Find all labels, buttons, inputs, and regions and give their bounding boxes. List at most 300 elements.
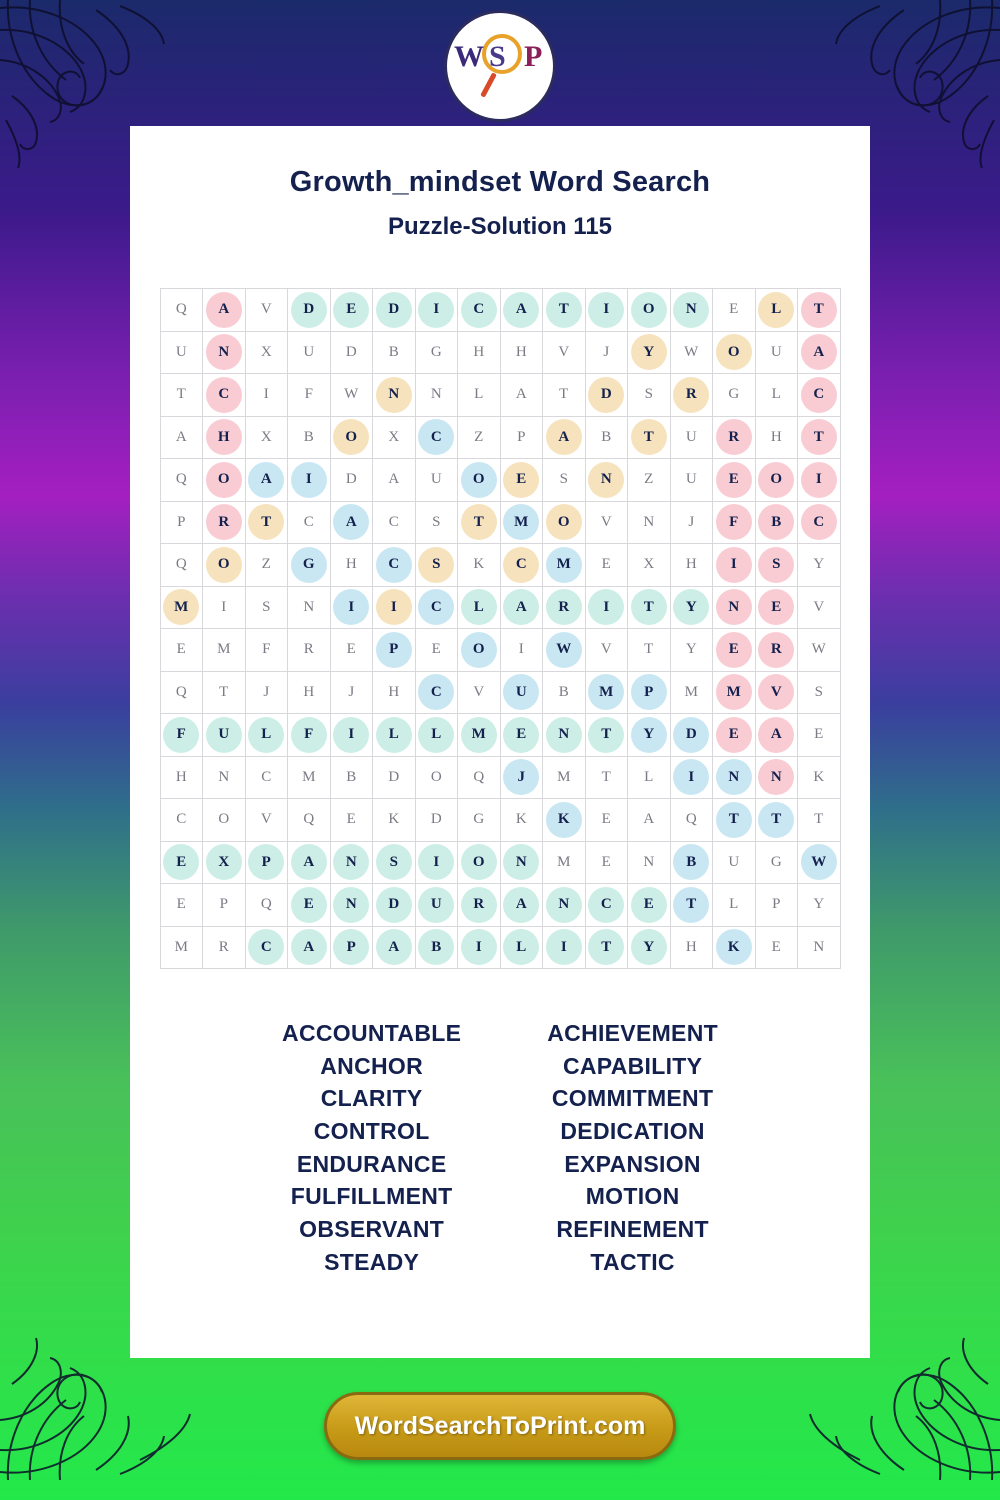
grid-letter: T — [601, 768, 611, 785]
grid-letter: T — [813, 301, 824, 318]
grid-letter: K — [515, 811, 527, 828]
grid-letter: V — [558, 343, 570, 360]
grid-cell — [755, 841, 798, 884]
grid-cell — [415, 501, 458, 544]
grid-cell — [585, 586, 628, 629]
grid-letter: N — [515, 853, 527, 870]
grid-cell — [585, 884, 628, 927]
grid-letter: Y — [685, 641, 697, 658]
grid-cell — [798, 884, 841, 927]
grid-letter: H — [515, 343, 527, 360]
grid-letter: M — [599, 683, 614, 700]
grid-cell — [160, 374, 203, 417]
word-list-item: STEADY — [324, 1248, 420, 1275]
grid-letter: J — [263, 683, 270, 700]
grid-letter: F — [304, 386, 313, 403]
grid-cell — [628, 756, 671, 799]
grid-letter: C — [813, 513, 825, 530]
grid-cell — [543, 586, 586, 629]
grid-cell — [373, 459, 416, 502]
grid-cell — [670, 459, 713, 502]
grid-letter: N — [303, 598, 315, 615]
grid-letter: E — [601, 556, 611, 573]
grid-letter: B — [388, 343, 399, 360]
grid-cell — [670, 756, 713, 799]
grid-letter: J — [517, 768, 525, 785]
grid-cell — [755, 884, 798, 927]
grid-letter: M — [514, 513, 529, 530]
grid-cell — [245, 374, 288, 417]
grid-cell — [755, 671, 798, 714]
brand-logo — [444, 10, 556, 122]
grid-cell — [415, 671, 458, 714]
grid-cell — [330, 884, 373, 927]
grid-letter: T — [601, 726, 612, 743]
grid-letter: X — [643, 556, 655, 573]
grid-cell — [543, 289, 586, 332]
grid-cell — [245, 926, 288, 969]
grid-letter: L — [516, 938, 527, 955]
grid-cell — [500, 459, 543, 502]
grid-cell — [628, 841, 671, 884]
grid-letter: U — [218, 726, 230, 743]
grid-letter: M — [684, 683, 698, 700]
grid-cell — [755, 714, 798, 757]
grid-cell — [458, 926, 501, 969]
grid-letter: C — [515, 556, 527, 573]
grid-cell — [415, 331, 458, 374]
grid-letter: E — [176, 853, 187, 870]
grid-letter: N — [388, 386, 400, 403]
grid-cell — [288, 459, 331, 502]
grid-cell — [500, 289, 543, 332]
grid-cell — [500, 799, 543, 842]
grid-cell — [288, 629, 331, 672]
grid-cell — [543, 884, 586, 927]
grid-cell — [160, 586, 203, 629]
grid-letter: A — [515, 896, 527, 913]
grid-cell — [330, 799, 373, 842]
grid-cell — [670, 926, 713, 969]
grid-letter: J — [348, 683, 355, 700]
grid-letter: M — [302, 768, 316, 785]
grid-cell — [415, 926, 458, 969]
grid-cell — [160, 629, 203, 672]
grid-cell — [330, 544, 373, 587]
grid-cell — [160, 416, 203, 459]
word-search-grid — [160, 288, 841, 969]
grid-letter: A — [303, 853, 315, 870]
grid-letter: I — [433, 853, 440, 870]
grid-letter: O — [727, 343, 740, 360]
grid-letter: E — [643, 896, 654, 913]
grid-letter: I — [518, 641, 524, 658]
grid-cell — [415, 289, 458, 332]
grid-cell — [755, 416, 798, 459]
grid-row — [160, 841, 840, 884]
grid-letter: I — [390, 598, 397, 615]
grid-letter: H — [175, 768, 187, 785]
grid-letter: W — [556, 641, 572, 658]
word-list-item: COMMITMENT — [551, 1085, 714, 1112]
grid-letter: Q — [175, 556, 187, 573]
grid-cell — [203, 544, 246, 587]
grid-letter: I — [475, 938, 482, 955]
grid-letter: P — [261, 853, 271, 870]
grid-letter: R — [218, 938, 229, 955]
grid-cell — [160, 884, 203, 927]
grid-letter: T — [261, 513, 272, 530]
grid-letter: T — [559, 386, 569, 403]
grid-letter: L — [473, 598, 484, 615]
grid-cell — [245, 671, 288, 714]
grid-letter: E — [431, 641, 441, 658]
grid-cell — [500, 544, 543, 587]
grid-cell — [203, 629, 246, 672]
grid-cell — [160, 799, 203, 842]
grid-cell — [500, 416, 543, 459]
grid-cell — [203, 756, 246, 799]
grid-letter: D — [345, 471, 357, 488]
grid-cell — [543, 629, 586, 672]
grid-cell — [415, 374, 458, 417]
grid-cell — [670, 586, 713, 629]
grid-cell — [628, 544, 671, 587]
grid-letter: I — [603, 301, 610, 318]
grid-cell — [415, 884, 458, 927]
grid-cell — [670, 799, 713, 842]
grid-cell — [245, 501, 288, 544]
grid-letter: I — [263, 386, 269, 403]
word-list-item: FULFILLMENT — [290, 1183, 453, 1210]
grid-letter: C — [388, 513, 399, 530]
grid-cell — [713, 501, 756, 544]
grid-letter: S — [814, 683, 823, 700]
grid-letter: A — [770, 726, 782, 743]
grid-cell — [415, 714, 458, 757]
grid-letter: X — [260, 428, 272, 445]
grid-letter: Y — [643, 343, 655, 360]
grid-cell — [628, 586, 671, 629]
grid-cell — [330, 459, 373, 502]
grid-letter: S — [262, 598, 271, 615]
grid-letter: K — [557, 811, 570, 828]
grid-letter: N — [643, 853, 655, 870]
grid-cell — [330, 331, 373, 374]
grid-cell — [713, 671, 756, 714]
word-list-item: ACHIEVEMENT — [547, 1020, 718, 1046]
grid-letter: A — [558, 428, 570, 445]
grid-cell — [373, 671, 416, 714]
grid-cell — [628, 714, 671, 757]
grid-letter: U — [770, 343, 782, 360]
grid-cell — [245, 756, 288, 799]
grid-row — [160, 714, 840, 757]
grid-cell — [798, 629, 841, 672]
grid-cell — [543, 459, 586, 502]
grid-letter: R — [558, 598, 570, 615]
grid-letter: N — [643, 513, 655, 530]
grid-letter: N — [558, 896, 570, 913]
grid-letter: Z — [644, 471, 654, 488]
grid-letter: B — [558, 683, 569, 700]
grid-cell — [670, 841, 713, 884]
grid-cell — [585, 841, 628, 884]
grid-cell — [415, 756, 458, 799]
grid-cell — [628, 289, 671, 332]
grid-letter: R — [473, 896, 485, 913]
grid-cell — [585, 671, 628, 714]
grid-cell — [288, 671, 331, 714]
grid-letter: M — [174, 938, 188, 955]
grid-letter: Q — [175, 301, 187, 318]
grid-letter: I — [305, 471, 312, 488]
grid-cell — [245, 289, 288, 332]
grid-letter: Q — [303, 811, 315, 828]
grid-letter: I — [433, 301, 440, 318]
grid-cell — [330, 501, 373, 544]
grid-cell — [458, 671, 501, 714]
grid-cell — [458, 586, 501, 629]
grid-cell — [330, 841, 373, 884]
grid-cell — [203, 841, 246, 884]
grid-cell — [330, 416, 373, 459]
grid-cell — [288, 331, 331, 374]
grid-letter: L — [771, 301, 782, 318]
grid-cell — [713, 416, 756, 459]
grid-letter: K — [813, 768, 825, 785]
grid-cell — [160, 926, 203, 969]
grid-row — [160, 501, 840, 544]
grid-cell — [755, 459, 798, 502]
grid-letter: A — [175, 428, 187, 445]
grid-row — [160, 289, 840, 332]
grid-cell — [415, 586, 458, 629]
grid-letter: S — [644, 386, 653, 403]
grid-letter: T — [558, 301, 569, 318]
grid-letter: O — [430, 768, 442, 785]
grid-letter: H — [685, 556, 697, 573]
grid-letter: T — [643, 428, 654, 445]
word-list-item: CAPABILITY — [562, 1052, 703, 1079]
grid-cell — [670, 501, 713, 544]
grid-letter: E — [346, 641, 356, 658]
grid-letter: M — [556, 556, 571, 573]
grid-cell — [713, 289, 756, 332]
grid-letter: T — [643, 598, 654, 615]
grid-letter: H — [473, 343, 485, 360]
grid-letter: G — [473, 811, 485, 828]
grid-letter: C — [600, 896, 612, 913]
logo-letter-s: S — [489, 40, 506, 73]
grid-cell — [330, 629, 373, 672]
grid-row — [160, 544, 840, 587]
grid-cell — [245, 416, 288, 459]
grid-letter: A — [515, 301, 527, 318]
grid-cell — [373, 416, 416, 459]
grid-cell — [160, 671, 203, 714]
grid-letter: P — [644, 683, 654, 700]
grid-cell — [585, 374, 628, 417]
grid-letter: O — [472, 641, 485, 658]
grid-letter: T — [176, 386, 186, 403]
grid-letter: V — [813, 598, 825, 615]
grid-cell — [670, 671, 713, 714]
grid-cell — [288, 416, 331, 459]
grid-letter: N — [728, 768, 740, 785]
grid-letter: U — [685, 428, 697, 445]
grid-letter: C — [430, 683, 442, 700]
grid-letter: O — [345, 428, 358, 445]
grid-cell — [160, 289, 203, 332]
grid-cell — [755, 586, 798, 629]
grid-letter: C — [813, 386, 825, 403]
grid-cell — [543, 331, 586, 374]
grid-cell — [458, 799, 501, 842]
grid-letter: K — [727, 938, 740, 955]
grid-cell — [585, 926, 628, 969]
grid-letter: B — [771, 513, 782, 530]
grid-cell — [373, 629, 416, 672]
grid-letter: L — [388, 726, 399, 743]
page-title: Growth_mindset Word Search — [289, 166, 711, 198]
grid-letter: I — [221, 598, 227, 615]
logo-letter-p: P — [524, 40, 543, 73]
grid-cell — [500, 756, 543, 799]
grid-cell — [543, 671, 586, 714]
grid-row — [160, 799, 840, 842]
grid-cell — [670, 416, 713, 459]
grid-cell — [713, 799, 756, 842]
grid-letter: E — [771, 598, 782, 615]
grid-cell — [670, 714, 713, 757]
grid-cell — [373, 544, 416, 587]
grid-cell — [458, 544, 501, 587]
grid-letter: O — [770, 471, 783, 488]
grid-cell — [288, 544, 331, 587]
grid-letter: S — [432, 513, 441, 530]
grid-cell — [330, 714, 373, 757]
grid-cell — [670, 331, 713, 374]
word-list-item: MOTION — [585, 1183, 680, 1210]
grid-cell — [798, 289, 841, 332]
grid-letter: G — [430, 343, 442, 360]
grid-letter: P — [219, 896, 228, 913]
grid-cell — [670, 544, 713, 587]
grid-cell — [585, 501, 628, 544]
grid-letter: G — [302, 556, 315, 573]
grid-letter: S — [389, 853, 398, 870]
grid-letter: I — [560, 938, 567, 955]
grid-cell — [670, 629, 713, 672]
grid-cell — [628, 331, 671, 374]
word-list-item: CLARITY — [320, 1085, 423, 1112]
grid-letter: G — [770, 853, 782, 870]
grid-letter: F — [262, 641, 271, 658]
grid-letter: R — [685, 386, 697, 403]
grid-cell — [500, 629, 543, 672]
grid-letter: O — [642, 301, 655, 318]
grid-cell — [245, 841, 288, 884]
grid-letter: T — [601, 938, 612, 955]
grid-letter: L — [729, 896, 739, 913]
grid-letter: N — [813, 938, 825, 955]
grid-letter: H — [685, 938, 697, 955]
grid-letter: B — [431, 938, 442, 955]
grid-cell — [203, 926, 246, 969]
grid-cell — [628, 884, 671, 927]
grid-letter: I — [688, 768, 695, 785]
grid-letter: T — [644, 641, 654, 658]
grid-letter: D — [430, 811, 442, 828]
grid-cell — [543, 544, 586, 587]
grid-row — [160, 586, 840, 629]
grid-letter: E — [303, 896, 314, 913]
grid-letter: E — [516, 726, 527, 743]
grid-cell — [500, 841, 543, 884]
grid-letter: E — [516, 471, 527, 488]
grid-letter: B — [686, 853, 697, 870]
grid-letter: R — [728, 428, 740, 445]
grid-cell — [160, 544, 203, 587]
grid-cell — [245, 586, 288, 629]
grid-letter: E — [728, 641, 739, 658]
grid-row — [160, 416, 840, 459]
grid-cell — [543, 501, 586, 544]
grid-cell — [713, 756, 756, 799]
grid-letter: O — [217, 556, 230, 573]
grid-letter: Q — [175, 683, 187, 700]
grid-letter: O — [472, 471, 485, 488]
website-button[interactable] — [324, 1392, 676, 1460]
grid-letter: O — [218, 811, 230, 828]
grid-letter: Q — [260, 896, 272, 913]
grid-cell — [330, 586, 373, 629]
grid-letter: Y — [643, 938, 655, 955]
grid-letter: K — [388, 811, 400, 828]
grid-cell — [330, 671, 373, 714]
grid-cell — [713, 714, 756, 757]
grid-cell — [628, 416, 671, 459]
grid-cell — [458, 884, 501, 927]
grid-letter: P — [346, 938, 356, 955]
grid-letter: P — [177, 513, 186, 530]
word-list-item: ANCHOR — [320, 1052, 424, 1079]
grid-cell — [373, 289, 416, 332]
grid-cell — [798, 756, 841, 799]
grid-letter: E — [728, 471, 739, 488]
grid-letter: U — [175, 343, 187, 360]
grid-cell — [755, 756, 798, 799]
grid-cell — [713, 459, 756, 502]
grid-letter: A — [515, 386, 527, 403]
grid-cell — [203, 501, 246, 544]
grid-cell — [500, 926, 543, 969]
grid-cell — [713, 586, 756, 629]
grid-cell — [415, 544, 458, 587]
grid-cell — [245, 629, 288, 672]
grid-cell — [500, 331, 543, 374]
grid-letter: H — [345, 556, 357, 573]
grid-letter: I — [815, 471, 822, 488]
grid-letter: J — [688, 513, 695, 530]
grid-cell — [288, 756, 331, 799]
grid-cell — [500, 884, 543, 927]
grid-letter: O — [472, 853, 485, 870]
grid-cell — [415, 841, 458, 884]
grid-letter: S — [432, 556, 441, 573]
grid-cell — [458, 501, 501, 544]
